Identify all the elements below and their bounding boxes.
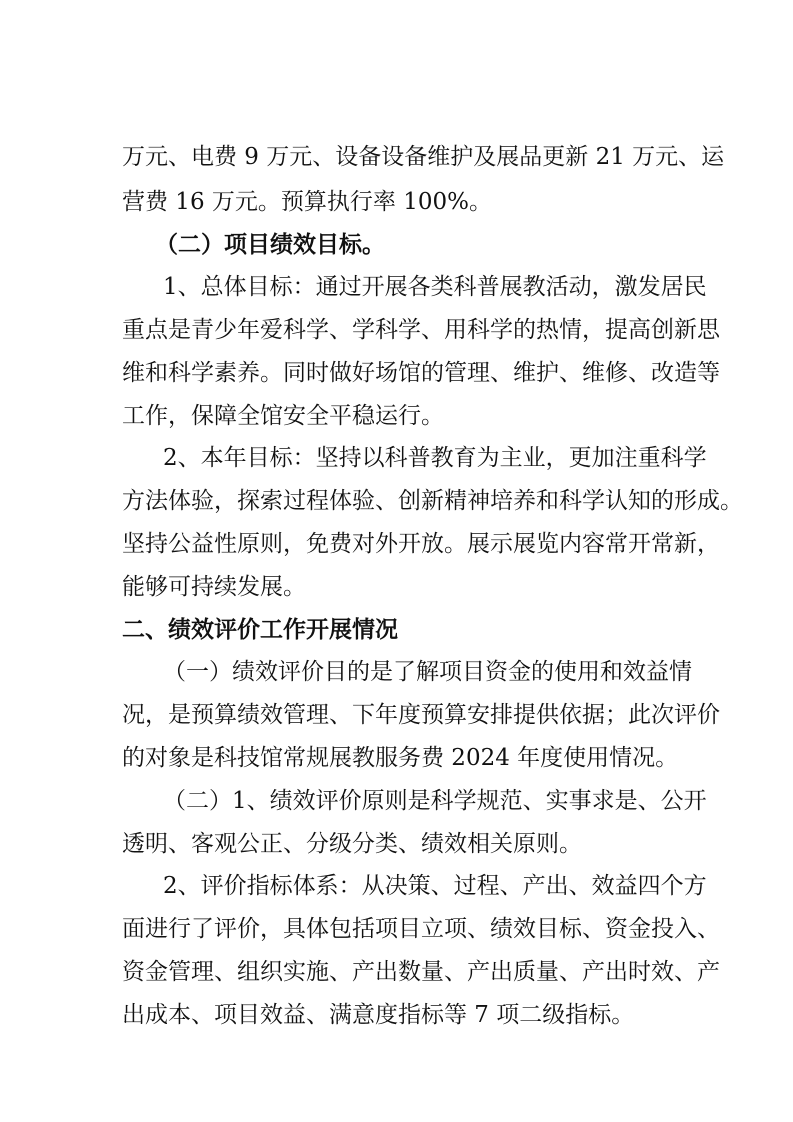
text-line: 维和科学素养。同时做好场馆的管理、维护、维修、改造等 — [122, 360, 720, 386]
text-line: 坚持公益性原则，免费对外开放。展示展览内容常开常新， — [122, 531, 720, 557]
text-line: （一）绩效评价目的是了解项目资金的使用和效益情 — [163, 659, 692, 685]
text-line: 重点是青少年爱科学、学科学、用科学的热情，提高创新思 — [122, 317, 720, 343]
text-line: 1、总体目标：通过开展各类科普展教活动，激发居民 — [163, 274, 707, 300]
section-heading: 二、绩效评价工作开展情况 — [122, 617, 398, 643]
text-line: 资金管理、组织实施、产出数量、产出质量、产出时效、产 — [122, 959, 720, 985]
text-line: 2、本年目标：坚持以科普教育为主业，更加注重科学 — [163, 445, 707, 471]
text-line: 出成本、项目效益、满意度指标等 7 项二级指标。 — [122, 1002, 635, 1028]
text-line: 况，是预算绩效管理、下年度预算安排提供依据；此次评价 — [122, 702, 720, 728]
text-line: 工作，保障全馆安全平稳运行。 — [122, 403, 444, 429]
text-line: 2、评价指标体系：从决策、过程、产出、效益四个方 — [163, 873, 707, 899]
text-line: 方法体验，探索过程体验、创新精神培养和科学认知的形成。 — [122, 488, 743, 514]
section-heading: （二）项目绩效目标。 — [155, 232, 385, 258]
text-line: 能够可持续发展。 — [122, 574, 306, 600]
text-line: 的对象是科技馆常规展教服务费 2024 年度使用情况。 — [122, 745, 679, 771]
text-line: 万元、电费 9 万元、设备设备维护及展品更新 21 万元、运 — [122, 144, 725, 170]
text-line: （二）1、绩效评价原则是科学规范、实事求是、公开 — [163, 788, 707, 814]
text-line: 面进行了评价，具体包括项目立项、绩效目标、资金投入、 — [122, 916, 720, 942]
text-line: 营费 16 万元。预算执行率 100%。 — [122, 189, 492, 215]
text-line: 透明、客观公正、分级分类、绩效相关原则。 — [122, 831, 582, 857]
